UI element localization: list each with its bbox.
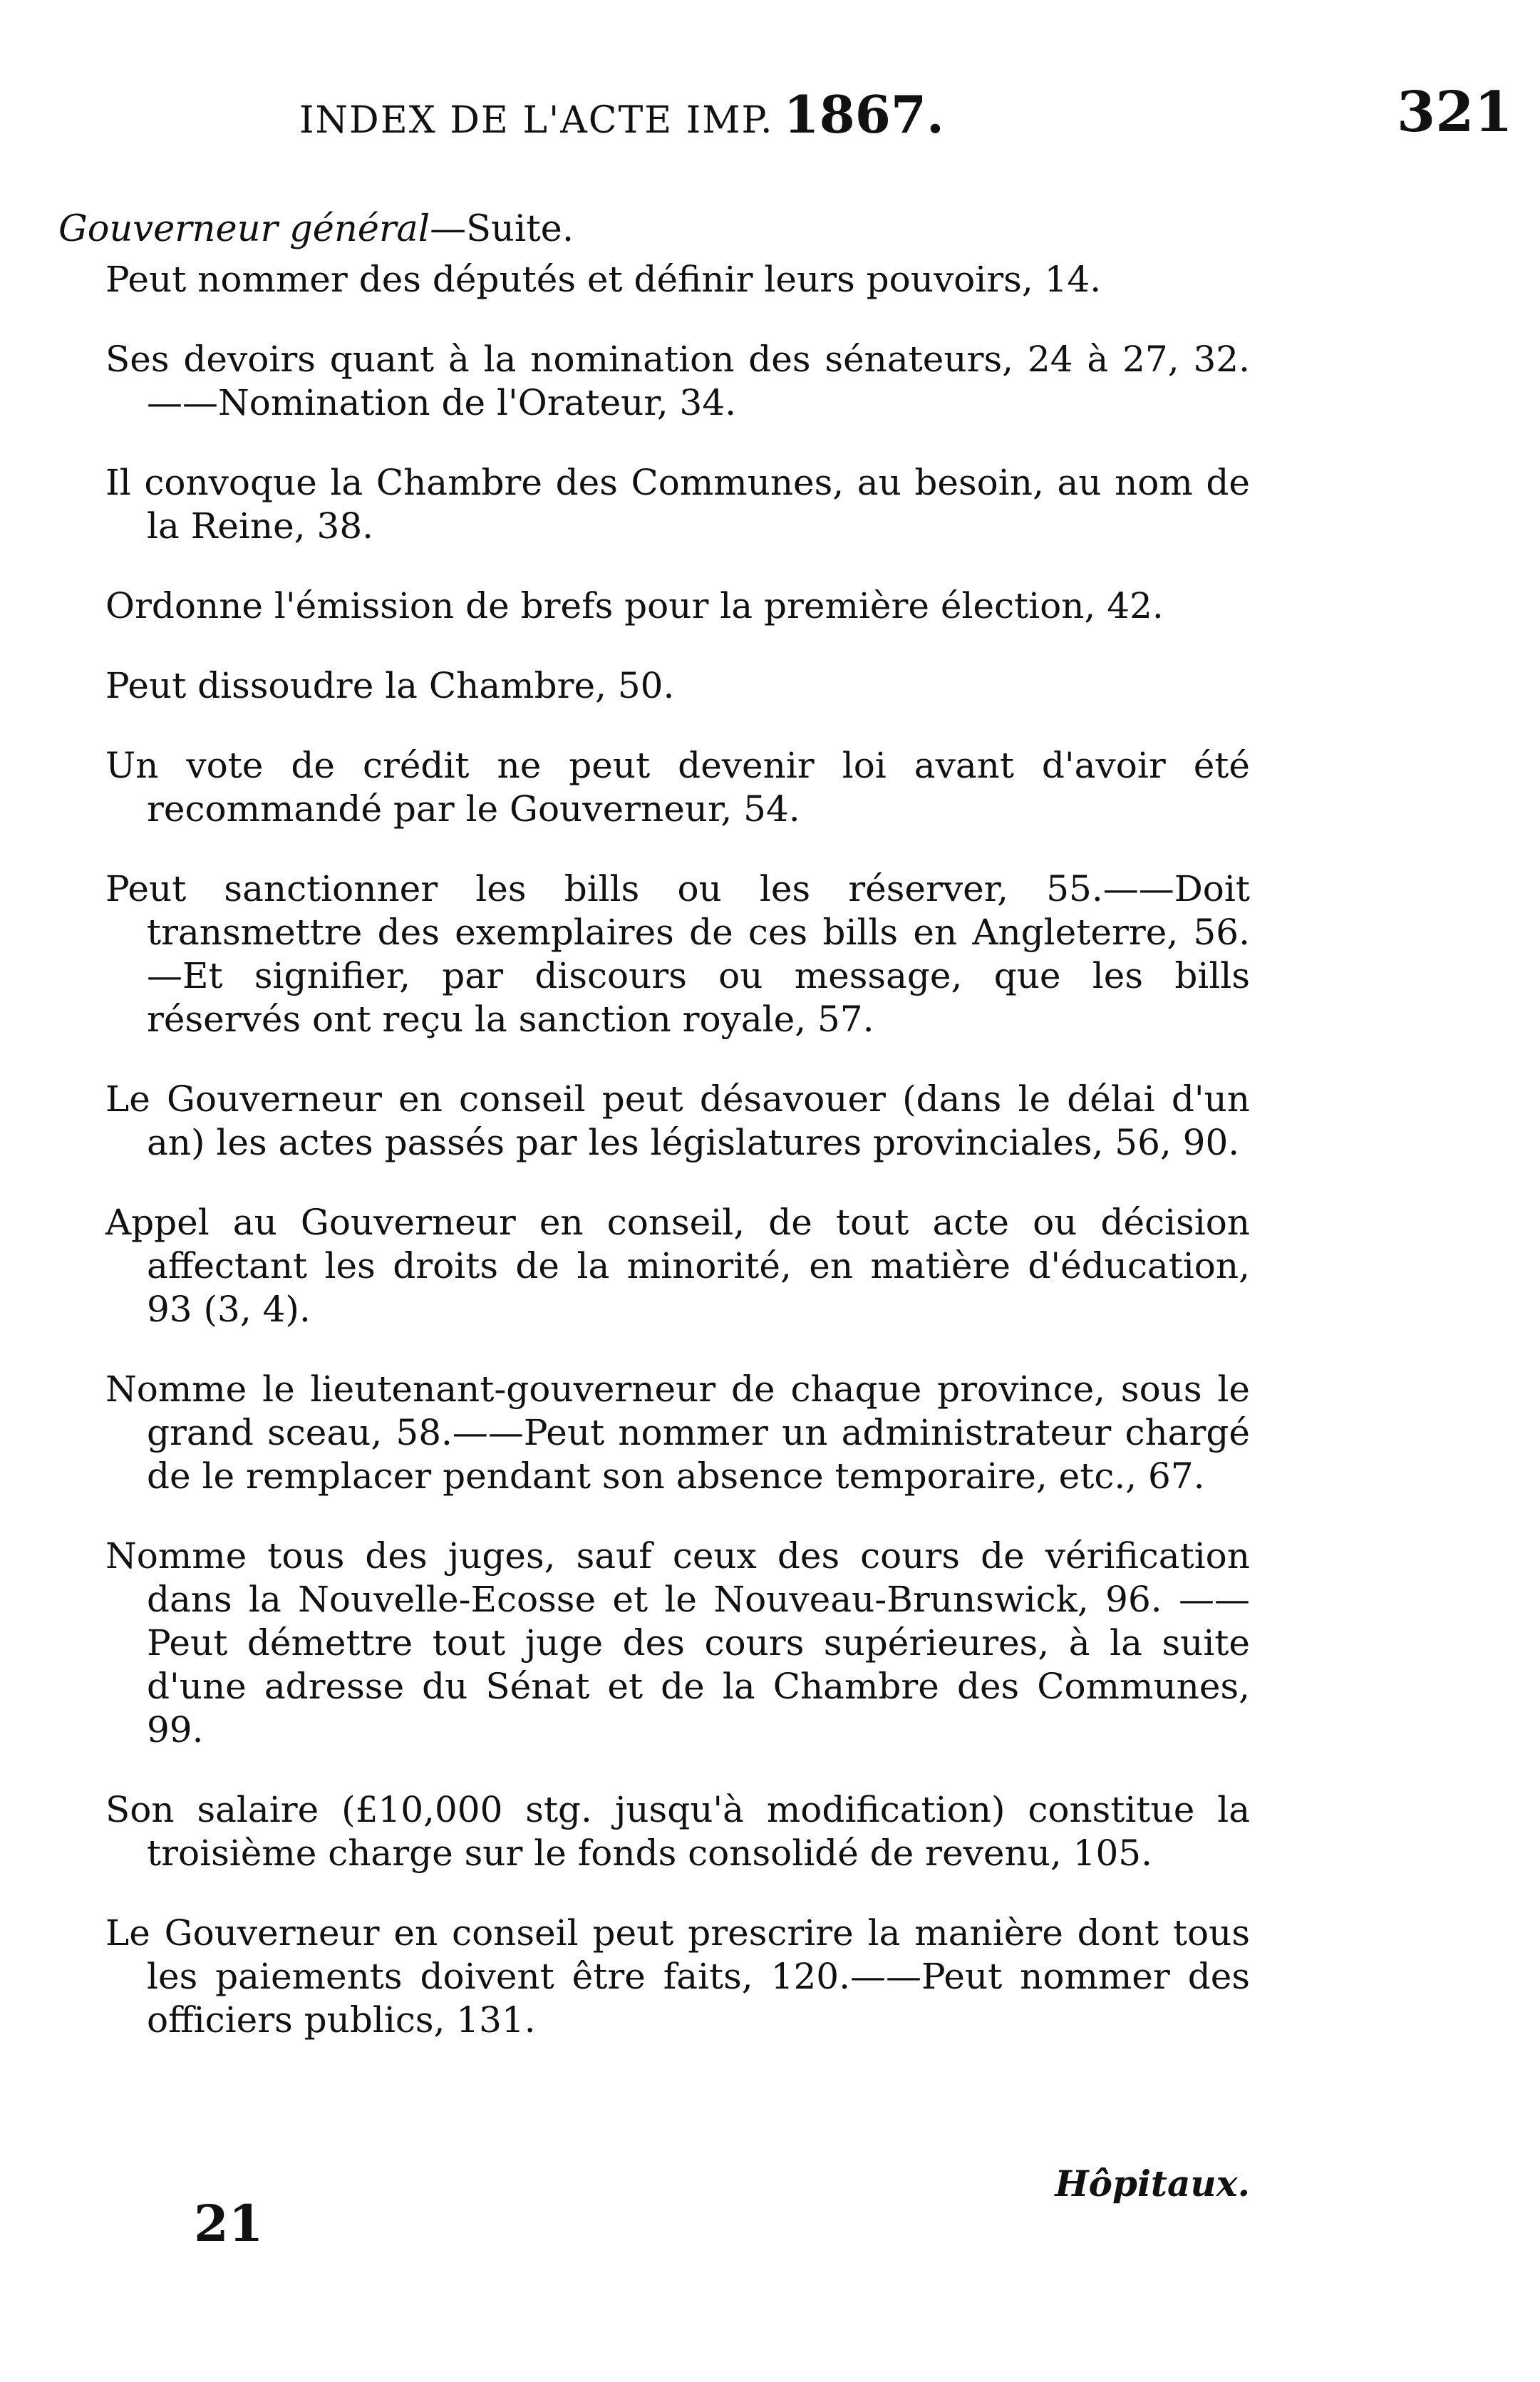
index-entry: Le Gouverneur en conseil peut désavouer (dans le délai d'un an) les actes passés par les législatures provinciales, 56, 90. <box>105 1078 1250 1163</box>
running-head <box>299 84 944 145</box>
catchword: Hôpitaux. <box>1055 2162 1250 2205</box>
index-entry: Un vote de crédit ne peut devenir loi avant d'avoir été recommandé par le Gouverneur, 54. <box>105 745 1250 830</box>
index-entry: Nomme tous des juges, sauf ceux des cours de vérification dans la Nouvelle-Ecosse et le Nouveau-Brunswick, 96. ——Peut démettre tout juge des cours supérieures, à la suite d'une adresse du Sénat et de la Chambre des Communes, 99. <box>105 1535 1250 1751</box>
index-entry: Ses devoirs quant à la nomination des sénateurs, 24 à 27, 32.——Nomination de l'Orateur, 34. <box>105 339 1250 423</box>
index-entry: Son salaire (£10,000 stg. jusqu'à modification) constitue la troisième charge sur le fonds consolidé de revenu, 105. <box>105 1789 1250 1874</box>
index-entry: Peut sanctionner les bills ou les réserver, 55.——Doit transmettre des exemplaires de ces bills en Angleterre, 56.—Et signifier, par discours ou message, que les bills réservés ont reçu la sanction royale, 57. <box>105 868 1250 1040</box>
index-heading-term: Gouverneur général <box>58 208 430 250</box>
page-number: 321 <box>1397 80 1513 145</box>
index-entry: Peut nommer des députés et définir leurs pouvoirs, 14. <box>105 259 1102 300</box>
index-entry: Ordonne l'émission de brefs pour la première élection, 42. <box>105 585 1164 627</box>
index-entry: Nomme le lieutenant-gouverneur de chaque province, sous le grand sceau, 58.——Peut nommer un administrateur chargé de le remplacer pendant son absence temporaire, etc., 67. <box>105 1368 1250 1497</box>
index-entries <box>105 258 1250 2078</box>
running-head-year: 1867. <box>783 84 944 145</box>
index-heading-suite: —Suite. <box>430 208 574 250</box>
index-entry: Il convoque la Chambre des Communes, au besoin, au nom de la Reine, 38. <box>105 462 1250 547</box>
index-entry: Appel au Gouverneur en conseil, de tout acte ou décision affectant les droits de la minorité, en matière d'éducation, 93 (3, 4). <box>105 1202 1250 1330</box>
index-entry: Peut dissoudre la Chambre, 50. <box>105 665 675 706</box>
running-head-title: INDEX DE L'ACTE IMP. <box>299 99 774 142</box>
index-entry: Le Gouverneur en conseil peut prescrire la manière dont tous les paiements doivent être faits, 120.——Peut nommer des officiers publics, 131. <box>105 1912 1250 2041</box>
signature-mark: 21 <box>194 2194 264 2253</box>
index-heading <box>58 208 574 250</box>
